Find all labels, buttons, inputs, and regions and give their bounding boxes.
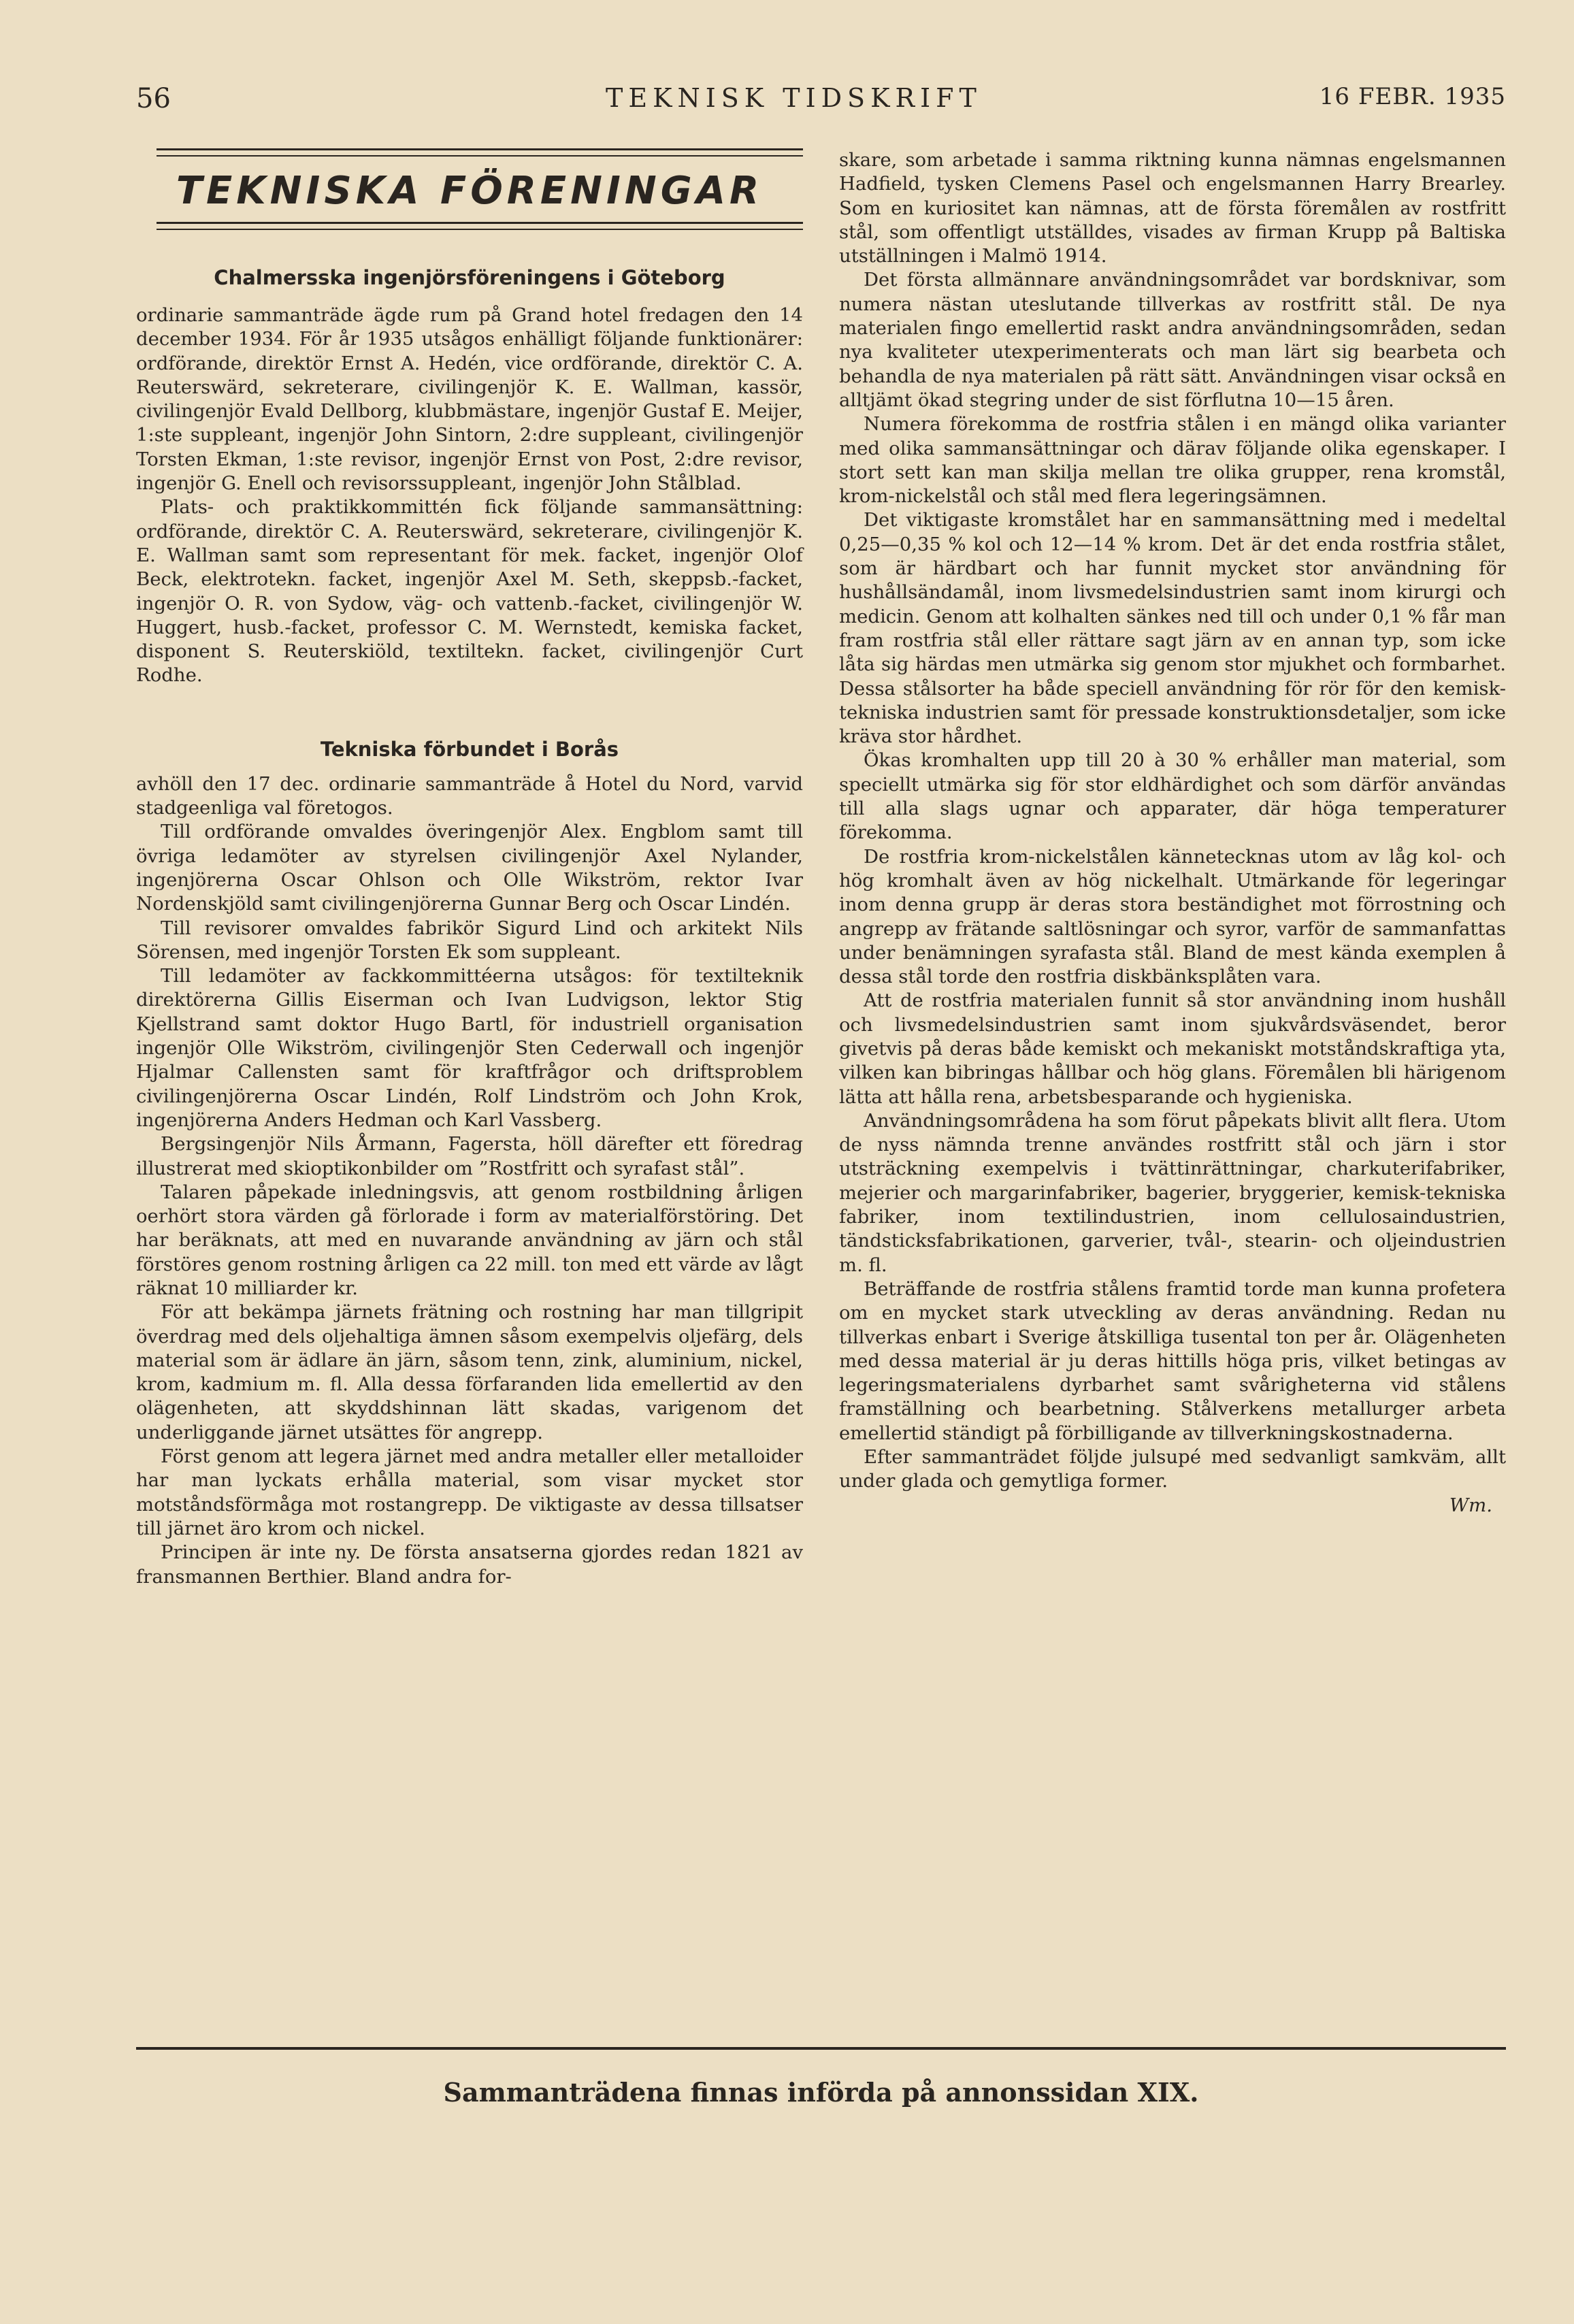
section-title: TEKNISKA FÖRENINGAR bbox=[176, 169, 764, 213]
paragraph: De rostfria krom-nickelstålen kännetecknas utom av låg kol- och hög kromhalt även av hög nickelhalt. Utmärkande för legeringar inom denna grupp är deras stora beständighet mot förrostning och angrepp av frätande saltlösningar och syror, varför de sammanfattas under benämningen syrafasta stål. Bland de mest kända exemplen å dessa stål torde den rostfria diskbänksplåten vara. bbox=[839, 845, 1506, 988]
paragraph: Numera förekomma de rostfria stålen i en mängd olika varianter med olika sammansättningar och därav följande olika egenskaper. I stort sett kan man skilja mellan tre olika grupper, rena kromstål, krom-nickelstål och stål med flera legeringsämnen. bbox=[839, 413, 1506, 508]
paragraph: Efter sammanträdet följde julsupé med sedvanligt samkväm, allt under glada och gemytliga former. bbox=[839, 1446, 1506, 1492]
paragraph: Först genom att legera järnet med andra metaller eller metalloider har man lyckats erhålla material, som visar mycket stor motståndsförmåga mot rostangrepp. De viktigaste av dessa tillsatser till järnet äro krom och nickel. bbox=[136, 1445, 803, 1539]
paragraph: Att de rostfria materialen funnit så stor användning inom hushåll och livsmedelsindustrien samt inom sjukvårdsväsendet, beror givetvis på deras både kemiskt och mekaniskt motståndskraftiga yta, vilken kan bibringas hållbar och hög glans. Föremålen bli härigenom lätta att hålla rena, arbetsbesparande och hygieniska. bbox=[839, 989, 1506, 1108]
paragraph: Plats- och praktikkommittén fick följande sammansättning: ordförande, direktör C. A. Reuterswärd, sekreterare, civilingenjör K. E. Wallman samt som representant för mek. facket, ingenjör Olof Beck, elektrotekn. facket, ingenjör Axel M. Seth, skeppsb.-facket, ingenjör O. R. von Sydow, väg- och vattenb.-facket, civilingenjör W. Huggert, husb.-facket, professor C. M. Wernstedt, kemiska facket, disponent S. Reuterskiöld, textiltekn. facket, civilingenjör Curt Rodhe. bbox=[136, 496, 803, 687]
paragraph: Det viktigaste kromstålet har en sammansättning med i medeltal 0,25—0,35 % kol och 12—14 % krom. Det är det enda rostfria stålet, som är härdbart och har funnit mycket stor användning för hushållsändamål, inom livsmedelsindustrien samt inom kirurgi och medicin. Genom att kolhalten sänkes ned till och under 0,1 % får man fram rostfria stål eller rättare sagt järn av en annan typ, som icke låta sig härdas men utmärka sig genom stor mjukhet och formbarhet. Dessa stålsorter ha både speciell användning för rör för den kemisk-tekniska industrien samt för pressade konstruktionsdetaljer, som icke kräva stor hårdhet. bbox=[839, 509, 1506, 748]
banner-rule-top-thin bbox=[157, 155, 803, 157]
banner-rule-bottom bbox=[157, 222, 803, 224]
paragraph: Till ordförande omvaldes överingenjör Alex. Engblom samt till övriga ledamöter av styrelsen civilingenjör Axel Nylander, ingenjörerna Oscar Ohlson och Olle Wikström, rektor Ivar Nordenskjöld samt civilingenjörerna Gunnar Berg och Oscar Lindén. bbox=[136, 821, 803, 915]
footer-note: Sammanträdena finnas införda på annonssidan XIX. bbox=[443, 2077, 1199, 2108]
paragraph: Användningsområdena ha som förut påpekats blivit allt flera. Utom de nyss nämnda trenne användes rostfritt stål och järn i stor utsträckning exempelvis i tvättinrättningar, charkuterifabriker, mejerier och margarinfabriker, bagerier, bryggerier, kemisk-tekniska fabriker, inom textilindustrien, inom cellulosaindustrien, tändsticksfabrikationen, garverier, tvål-, stearin- och oljeindustrien m. fl. bbox=[839, 1109, 1506, 1276]
paragraph: ordinarie sammanträde ägde rum på Grand hotel fredagen den 14 december 1934. För år 1935 utsågos enhälligt följande funktionärer: ordförande, direktör Ernst A. Hedén, vice ordförande, direktör C. A. Reuterswärd, sekreterare, civilingenjör K. E. Wallman, kassör, civilingenjör Evald Dellborg, klubbmästare, ingenjör Gustaf E. Meijer, 1:ste suppleant, ingenjör John Sintorn, 2:dre suppleant, civilingenjör Torsten Ekman, 1:ste revisor, ingenjör Ernst von Post, 2:dre revisor, ingenjör G. Enell och revisorssuppleant, ingenjör John Stålblad. bbox=[136, 304, 803, 495]
paragraph: Till revisorer omvaldes fabrikör Sigurd Lind och arkitekt Nils Sörensen, med ingenjör Torsten Ek som suppleant. bbox=[136, 917, 803, 963]
banner-rule-top bbox=[157, 148, 803, 150]
article-heading-chalmers: Chalmersska ingenjörsföreningens i Göteborg bbox=[214, 266, 725, 289]
banner-rule-bottom-thin bbox=[157, 229, 803, 230]
paragraph: Bergsingenjör Nils Årmann, Fagersta, höll därefter ett föredrag illustrerat med skioptikonbilder om ”Rostfritt och syrafast stål”. bbox=[136, 1133, 803, 1179]
paragraph: Principen är inte ny. De första ansatserna gjordes redan 1821 av fransmannen Berthier. Bland andra for- bbox=[136, 1541, 803, 1588]
journal-title: TEKNISK TIDSKRIFT bbox=[606, 83, 982, 113]
paragraph: avhöll den 17 dec. ordinarie sammanträde å Hotel du Nord, varvid stadgeenliga val företogos. bbox=[136, 772, 803, 819]
page-number: 56 bbox=[136, 83, 171, 114]
article-heading-boras: Tekniska förbundet i Borås bbox=[320, 737, 619, 761]
section-banner bbox=[136, 148, 803, 234]
issue-date: 16 FEBR. 1935 bbox=[1319, 83, 1506, 110]
paragraph: Det första allmännare användningsområdet var bordsknivar, som numera nästan uteslutande tillverkas av rostfritt stål. De nya materialen fingo emellertid raskt andra användningsområden, sedan nya kvaliteter utexperimenterats och man lärt sig bearbeta och behandla de nya materialen på rätt sätt. Användningen visar också en alltjämt ökad stegring under de sist förflutna 10—15 åren. bbox=[839, 269, 1506, 411]
paragraph: Ökas kromhalten upp till 20 à 30 % erhåller man material, som speciellt utmärka sig för stor eldhärdighet och som därför användas till alla slags ugnar och apparater, där höga temperaturer förekomma. bbox=[839, 749, 1506, 844]
paragraph: Beträffande de rostfria stålens framtid torde man kunna profetera om en mycket stark utveckling av deras användning. Redan nu tillverkas enbart i Sverige åtskilliga tusental ton per år. Olägenheten med dessa material är ju deras hittills höga pris, vilket betingas av legeringsmaterialens dyrbarhet samt svårigheterna vid stålens framställning och bearbetning. Stålverkens metallurger arbeta emellertid ständigt på förbilligande av tillverkningskostnaderna. bbox=[839, 1277, 1506, 1444]
paragraph: skare, som arbetade i samma riktning kunna nämnas engelsmannen Hadfield, tysken Clemens Pasel och engelsmannen Harry Brearley. Som en kuriositet kan nämnas, att de första föremålen av rostfritt stål, som offentligt utställdes, visades av firman Krupp på Baltiska utställningen i Malmö 1914. bbox=[839, 149, 1506, 267]
author-signature: Wm. bbox=[1449, 1494, 1492, 1516]
paragraph: Talaren påpekade inledningsvis, att genom rostbildning årligen oerhört stora värden gå förlorade i form av materialförstöring. Det har beräknats, att med en nuvarande användning av järn och stål förstöres genom rostning årligen ca 22 mill. ton med ett värde av lågt räknat 10 milliarder kr. bbox=[136, 1181, 803, 1299]
footer-rule bbox=[136, 2047, 1506, 2050]
page-header bbox=[136, 83, 1506, 124]
right-column bbox=[839, 148, 1506, 1518]
paragraph: Till ledamöter av fackkommittéerna utsågos: för textilteknik direktörerna Gillis Eiserman och Ivan Ludvigson, lektor Stig Kjellstrand samt doktor Hugo Bartl, för industriell organisation ingenjör Olle Wikström, civilingenjör Sten Cederwall och ingenjör Hjalmar Callensten samt för kraftfrågor och driftsproblem civilingenjörerna Oscar Lindén, Rolf Lindström och John Krok, ingenjörerna Anders Hedman och Karl Vassberg. bbox=[136, 965, 803, 1131]
left-column bbox=[136, 148, 803, 1589]
paragraph: För att bekämpa järnets frätning och rostning har man tillgripit överdrag med dels oljehaltiga ämnen såsom exempelvis oljefärg, dels material som är ädlare än järn, såsom tenn, zink, aluminium, nickel, krom, kadmium m. fl. Alla dessa förfaranden lida emellertid av den olägenheten, att skyddshinnan lätt skadas, varigenom det underliggande järnet utsättes för angrepp. bbox=[136, 1301, 803, 1443]
